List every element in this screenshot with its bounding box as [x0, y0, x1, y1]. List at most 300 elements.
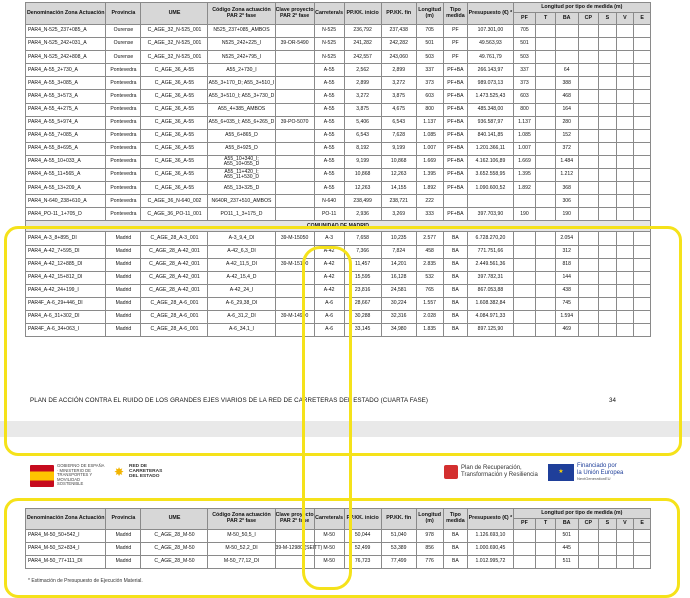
table-cell: A-55	[314, 103, 344, 116]
col-header: UME	[141, 3, 208, 25]
table-cell: BA	[443, 310, 468, 323]
table-cell: A55_13+325_D	[208, 182, 275, 195]
table-cell: 236,792	[344, 25, 381, 38]
table-cell: 28,667	[344, 297, 381, 310]
table-cell: C_AGE_28_A-42_001	[141, 245, 208, 258]
table-cell: 503	[513, 51, 536, 64]
table-cell: 978	[416, 530, 443, 543]
table-cell: A-55	[314, 155, 344, 168]
table-cell: C_AGE_36_A-55	[141, 103, 208, 116]
table-row	[26, 245, 651, 258]
table-cell: 3,875	[344, 103, 381, 116]
table-row	[26, 77, 651, 90]
table-cell	[634, 530, 651, 543]
table-cell	[616, 129, 634, 142]
table-cell: PAR4_M-50_52+834_I	[26, 543, 106, 556]
table-cell: 469	[555, 324, 578, 337]
table-cell	[513, 258, 536, 271]
table-cell: Pontevedra	[106, 129, 141, 142]
table-cell: A-42	[314, 271, 344, 284]
table-cell: 52,499	[344, 543, 381, 556]
table-cell: 458	[416, 245, 443, 258]
table-cell: 15,595	[344, 271, 381, 284]
table-cell: PF	[443, 25, 468, 38]
table-row	[26, 51, 651, 64]
table-cell: A-6_29,38_DI	[208, 297, 275, 310]
table-cell: 818	[555, 258, 578, 271]
document-footer: PLAN DE ACCIÓN CONTRA EL RUIDO DE LOS GRANDES EJES VIARIOS DE LA RED DE CARRETERAS DEL ESTADO (CUARTA FASE)	[30, 397, 429, 404]
table-cell: N-525	[314, 38, 344, 51]
sub-header: CP	[578, 519, 599, 530]
table-cell: A55_3+510_I; A55_3+730_D	[208, 90, 275, 103]
table-cell	[634, 38, 651, 51]
table-cell: 2.054	[555, 232, 578, 245]
table-cell: Madrid	[106, 258, 141, 271]
table-cell: Pontevedra	[106, 155, 141, 168]
table-cell: 30,224	[381, 297, 416, 310]
table-cell	[634, 195, 651, 208]
col-header: Tipo medida	[443, 3, 468, 25]
table-cell: 2,562	[344, 64, 381, 77]
table-cell	[599, 182, 617, 195]
table-cell	[536, 103, 556, 116]
table-cell	[536, 208, 556, 221]
table-cell: 397.782,31	[468, 271, 513, 284]
table-cell	[536, 142, 556, 155]
table-cell	[578, 556, 599, 569]
table-cell	[599, 310, 617, 323]
table-row	[26, 310, 651, 323]
table-cell	[616, 182, 634, 195]
table-cell: Madrid	[106, 297, 141, 310]
table-cell: 6,543	[381, 116, 416, 129]
sun-icon: ✸	[114, 464, 125, 479]
table-cell: 1.007	[416, 142, 443, 155]
region-label: COMUNIDAD DE MADRID	[26, 221, 651, 232]
table-cell: 603	[416, 90, 443, 103]
table-cell: A-3_9,4_DI	[208, 232, 275, 245]
table-cell: 1.835	[416, 324, 443, 337]
table-cell	[616, 258, 634, 271]
table-cell	[616, 530, 634, 543]
table-cell: PAR4_PO-11_1+705_D	[26, 208, 106, 221]
table-cell	[634, 129, 651, 142]
table-cell: 337	[416, 64, 443, 77]
table-cell: 1.608.382,84	[468, 297, 513, 310]
table-cell: Madrid	[106, 271, 141, 284]
table-cell: BA	[443, 556, 468, 569]
prtr-line2: Transformación y Resiliencia	[461, 472, 538, 478]
page-break	[0, 421, 690, 437]
table-cell	[536, 310, 556, 323]
table-cell	[536, 116, 556, 129]
table-cell	[578, 258, 599, 271]
table-cell	[634, 90, 651, 103]
table-cell: 280	[555, 116, 578, 129]
table-cell: PAR4_A-55_2+730_A	[26, 64, 106, 77]
table-row	[26, 64, 651, 77]
table-cell: C_AGE_36_PO-11_001	[141, 208, 208, 221]
table-cell: PF+BA	[443, 103, 468, 116]
spain-flag-icon	[30, 465, 54, 487]
sub-header: CP	[578, 13, 599, 25]
table-cell	[616, 297, 634, 310]
table-cell: Madrid	[106, 284, 141, 297]
table-cell: A55_10+340_I; A55_10+055_D	[208, 155, 275, 168]
eu-line1: Financiado por	[577, 463, 617, 469]
group-header: Longitud por tipo de medida (m)	[513, 3, 650, 13]
table-cell	[275, 284, 314, 297]
table-cell: 39-M-15050	[275, 232, 314, 245]
table-cell: M-50	[314, 543, 344, 556]
table-cell	[616, 271, 634, 284]
table-cell: 1.085	[513, 129, 536, 142]
table-cell: PF+BA	[443, 208, 468, 221]
col-header: Presupuesto (€) *	[468, 509, 513, 530]
table-cell: C_AGE_28_M-50	[141, 556, 208, 569]
table-cell: C_AGE_28_A-6_001	[141, 324, 208, 337]
table-cell	[634, 245, 651, 258]
table-cell: PAR4_A-42_12+885_DI	[26, 258, 106, 271]
table-cell: 9,199	[344, 155, 381, 168]
table-cell: 373	[416, 77, 443, 90]
table-cell: 745	[555, 297, 578, 310]
table-cell: 34,980	[381, 324, 416, 337]
table-cell: 503	[416, 51, 443, 64]
table-cell: 39-M-12980 (SEITT)	[275, 543, 314, 556]
table-cell: PF	[443, 38, 468, 51]
table-cell: A-42	[314, 245, 344, 258]
col-header: Denominación Zona Actuación	[26, 509, 106, 530]
table-cell: C_AGE_32_N-525_001	[141, 38, 208, 51]
table-cell: 2.449.561,36	[468, 258, 513, 271]
table-cell: C_AGE_36_A-55	[141, 116, 208, 129]
col-header: Presupuesto (€) *	[468, 3, 513, 25]
table-cell	[513, 232, 536, 245]
table-cell: C_AGE_36_A-55	[141, 182, 208, 195]
table-cell: A-55	[314, 90, 344, 103]
sub-header: E	[634, 13, 651, 25]
table-cell: 1.395	[416, 169, 443, 182]
col-header: Carretera/s	[314, 3, 344, 25]
table-cell: 76,723	[344, 556, 381, 569]
table-cell	[616, 116, 634, 129]
table-cell: 468	[555, 90, 578, 103]
table-cell	[536, 90, 556, 103]
table-cell: PAR4_M-50_50+542_I	[26, 530, 106, 543]
footnote: * Estimación de Presupuesto de Ejecución Material.	[28, 578, 143, 584]
table-cell	[513, 195, 536, 208]
col-header: Clave proyecto PAR 2ª fase	[275, 3, 314, 25]
table-cell	[599, 208, 617, 221]
table-cell	[616, 245, 634, 258]
budget-table-bottom	[25, 508, 651, 569]
table-cell	[555, 25, 578, 38]
table-cell	[536, 25, 556, 38]
table-cell	[536, 258, 556, 271]
table-cell: PAR4_A-55_10+033_A	[26, 155, 106, 168]
table-cell	[536, 271, 556, 284]
table-cell: PAR4_A-55_3+085_A	[26, 77, 106, 90]
col-header: PP.KK. inicio	[344, 3, 381, 25]
table-cell	[599, 324, 617, 337]
table-cell	[599, 64, 617, 77]
table-cell	[616, 38, 634, 51]
table-cell: A55_3+170_D; A55_3+510_I	[208, 77, 275, 90]
table-cell: Madrid	[106, 324, 141, 337]
table-cell: Madrid	[106, 556, 141, 569]
table-cell: N-525	[314, 51, 344, 64]
col-header: PP.KK. fin	[381, 509, 416, 530]
table-cell: N640R_237+510_AMBOS	[208, 195, 275, 208]
eu-logo	[548, 463, 623, 481]
table-cell: A-42	[314, 284, 344, 297]
table-cell: PAR4_A-42_24+199_I	[26, 284, 106, 297]
table-cell: 1.137	[416, 116, 443, 129]
table-cell: C_AGE_28_A-42_001	[141, 284, 208, 297]
table-cell: C_AGE_36_A-55	[141, 90, 208, 103]
table-cell: BA	[443, 258, 468, 271]
table-cell: C_AGE_28_A-42_001	[141, 258, 208, 271]
table-cell: Pontevedra	[106, 116, 141, 129]
table-cell: 51,040	[381, 530, 416, 543]
table-cell	[599, 116, 617, 129]
table-cell: N-525	[314, 25, 344, 38]
table-cell: A55_4+385_AMBOS	[208, 103, 275, 116]
table-cell	[578, 142, 599, 155]
table-cell: 238,499	[344, 195, 381, 208]
table-cell: C_AGE_28_A-3_001	[141, 232, 208, 245]
table-cell	[634, 271, 651, 284]
table-cell	[536, 543, 556, 556]
table-row	[26, 284, 651, 297]
table-cell: C_AGE_32_N-525_001	[141, 25, 208, 38]
table-cell	[634, 116, 651, 129]
table-cell: 856	[416, 543, 443, 556]
table-cell	[634, 232, 651, 245]
table-cell: 14,155	[381, 182, 416, 195]
table-cell: C_AGE_28_M-50	[141, 530, 208, 543]
table-cell: BA	[443, 324, 468, 337]
table-cell: PF+BA	[443, 142, 468, 155]
sub-header: V	[616, 13, 634, 25]
table-cell	[275, 297, 314, 310]
table-cell	[578, 284, 599, 297]
table-cell: 1.892	[513, 182, 536, 195]
table-cell	[536, 232, 556, 245]
table-cell: 7,658	[344, 232, 381, 245]
table-cell: N525_242+795_I	[208, 51, 275, 64]
table-cell	[578, 169, 599, 182]
table-cell: C_AGE_28_M-50	[141, 543, 208, 556]
sub-header: BA	[555, 519, 578, 530]
table-cell: Pontevedra	[106, 195, 141, 208]
table-cell: 3,875	[381, 90, 416, 103]
table-cell: Ourense	[106, 51, 141, 64]
col-header: UME	[141, 509, 208, 530]
table-cell: C_AGE_36_A-55	[141, 155, 208, 168]
table-row	[26, 103, 651, 116]
table-cell: 333	[416, 208, 443, 221]
table-cell	[616, 90, 634, 103]
table-cell: 7,366	[344, 245, 381, 258]
table-cell: 306	[555, 195, 578, 208]
table-cell: 5,406	[344, 116, 381, 129]
table-cell: A-6	[314, 310, 344, 323]
table-cell	[536, 155, 556, 168]
table-cell	[634, 155, 651, 168]
prtr-line1: Plan de Recuperación,	[461, 465, 522, 472]
table-cell	[616, 556, 634, 569]
table-cell: M-50	[314, 556, 344, 569]
table-cell: PAR4_A-55_3+573_A	[26, 90, 106, 103]
table-cell	[599, 38, 617, 51]
table-cell	[536, 284, 556, 297]
table-cell: A-55	[314, 77, 344, 90]
table-cell	[578, 116, 599, 129]
table-cell	[634, 543, 651, 556]
table-cell: A55_6+035_I; A55_6+265_D	[208, 116, 275, 129]
table-cell: PAR4_N-640_238+610_A	[26, 195, 106, 208]
table-cell: 511	[555, 556, 578, 569]
sub-header: V	[616, 519, 634, 530]
table-cell: BA	[443, 245, 468, 258]
table-cell: A-42_24_I	[208, 284, 275, 297]
table-cell: 241,282	[344, 38, 381, 51]
table-cell	[513, 245, 536, 258]
table-cell: PAR4_N-525_242+808_A	[26, 51, 106, 64]
table-cell	[616, 77, 634, 90]
table-cell	[578, 155, 599, 168]
table-cell	[634, 310, 651, 323]
table-cell: 237,438	[381, 25, 416, 38]
table-cell: C_AGE_28_A-6_001	[141, 310, 208, 323]
table-cell: 12,263	[344, 182, 381, 195]
col-header: Clave proyecto PAR 2ª fase	[275, 509, 314, 530]
table-cell	[536, 182, 556, 195]
table-cell: 1.085	[416, 129, 443, 142]
table-cell: PF+BA	[443, 64, 468, 77]
table-cell: 242,557	[344, 51, 381, 64]
prtr-mark-icon	[444, 465, 458, 479]
table-cell: Ourense	[106, 25, 141, 38]
table-cell	[275, 245, 314, 258]
col-header: PP.KK. inicio	[344, 509, 381, 530]
table-cell	[536, 324, 556, 337]
table-row	[26, 530, 651, 543]
table-cell: 39-M-14990	[275, 310, 314, 323]
table-cell: A-42_15,4_D	[208, 271, 275, 284]
table-cell: A55_11+420_I; A55_11+530_D	[208, 169, 275, 182]
table-row	[26, 182, 651, 195]
table-cell: 9,199	[381, 142, 416, 155]
table-cell: 337	[513, 64, 536, 77]
table-cell: 1.000.690,45	[468, 543, 513, 556]
sub-header: T	[536, 13, 556, 25]
table-cell	[634, 208, 651, 221]
table-cell: PAR4_A-55_5+974_A	[26, 116, 106, 129]
table-cell	[616, 25, 634, 38]
table-cell	[578, 232, 599, 245]
col-header: Código Zona actuación PAR 2ª fase	[208, 3, 275, 25]
table-cell	[599, 258, 617, 271]
table-cell	[578, 310, 599, 323]
table-cell: PAR4_N-525_237+085_A	[26, 25, 106, 38]
table-cell: 1.594	[555, 310, 578, 323]
table-cell: 2,899	[381, 64, 416, 77]
table-cell	[578, 90, 599, 103]
table-cell	[578, 530, 599, 543]
table-cell: 23,816	[344, 284, 381, 297]
table-cell: 1.473.525,43	[468, 90, 513, 103]
rce-logo	[114, 464, 162, 479]
table-cell: Pontevedra	[106, 77, 141, 90]
table-cell	[634, 169, 651, 182]
table-cell: 1.557	[416, 297, 443, 310]
table-cell	[443, 195, 468, 208]
table-cell: BA	[443, 284, 468, 297]
table-cell: A-55	[314, 116, 344, 129]
table-cell	[536, 530, 556, 543]
table-cell: 8,192	[344, 142, 381, 155]
table-cell: Madrid	[106, 245, 141, 258]
table-cell	[275, 77, 314, 90]
table-cell	[578, 182, 599, 195]
table-cell: 388	[555, 77, 578, 90]
table-cell	[275, 182, 314, 195]
table-row	[26, 271, 651, 284]
sub-header: BA	[555, 13, 578, 25]
table-cell: BA	[443, 297, 468, 310]
table-cell: 39-M-15100	[275, 258, 314, 271]
table-row	[26, 297, 651, 310]
table-cell: A-55	[314, 64, 344, 77]
table-row	[26, 232, 651, 245]
table-cell	[536, 297, 556, 310]
table-cell	[578, 543, 599, 556]
table-cell: 1.012.995,72	[468, 556, 513, 569]
table-cell	[536, 129, 556, 142]
table-cell: 152	[555, 129, 578, 142]
table-cell	[578, 38, 599, 51]
table-cell: 50,044	[344, 530, 381, 543]
table-cell	[634, 51, 651, 64]
table-cell: 800	[416, 103, 443, 116]
table-cell: A-6_34,1_I	[208, 324, 275, 337]
table-row	[26, 543, 651, 556]
table-cell: 397.703,90	[468, 208, 513, 221]
prtr-logo	[444, 465, 538, 479]
table-cell: 1.007	[513, 142, 536, 155]
table-row	[26, 208, 651, 221]
table-cell: 16,128	[381, 271, 416, 284]
table-cell	[578, 245, 599, 258]
table-cell: 11,457	[344, 258, 381, 271]
table-cell	[599, 556, 617, 569]
table-cell: 989.073,13	[468, 77, 513, 90]
table-cell: 32,316	[381, 310, 416, 323]
table-cell	[578, 64, 599, 77]
table-cell	[513, 284, 536, 297]
table-cell: 77,499	[381, 556, 416, 569]
table-cell: PAR4_A-55_4+275_A	[26, 103, 106, 116]
table-cell	[536, 556, 556, 569]
table-cell: 144	[555, 271, 578, 284]
table-cell	[275, 103, 314, 116]
table-cell: 49.761,79	[468, 51, 513, 64]
table-cell: Pontevedra	[106, 142, 141, 155]
table-cell: 12,263	[381, 169, 416, 182]
